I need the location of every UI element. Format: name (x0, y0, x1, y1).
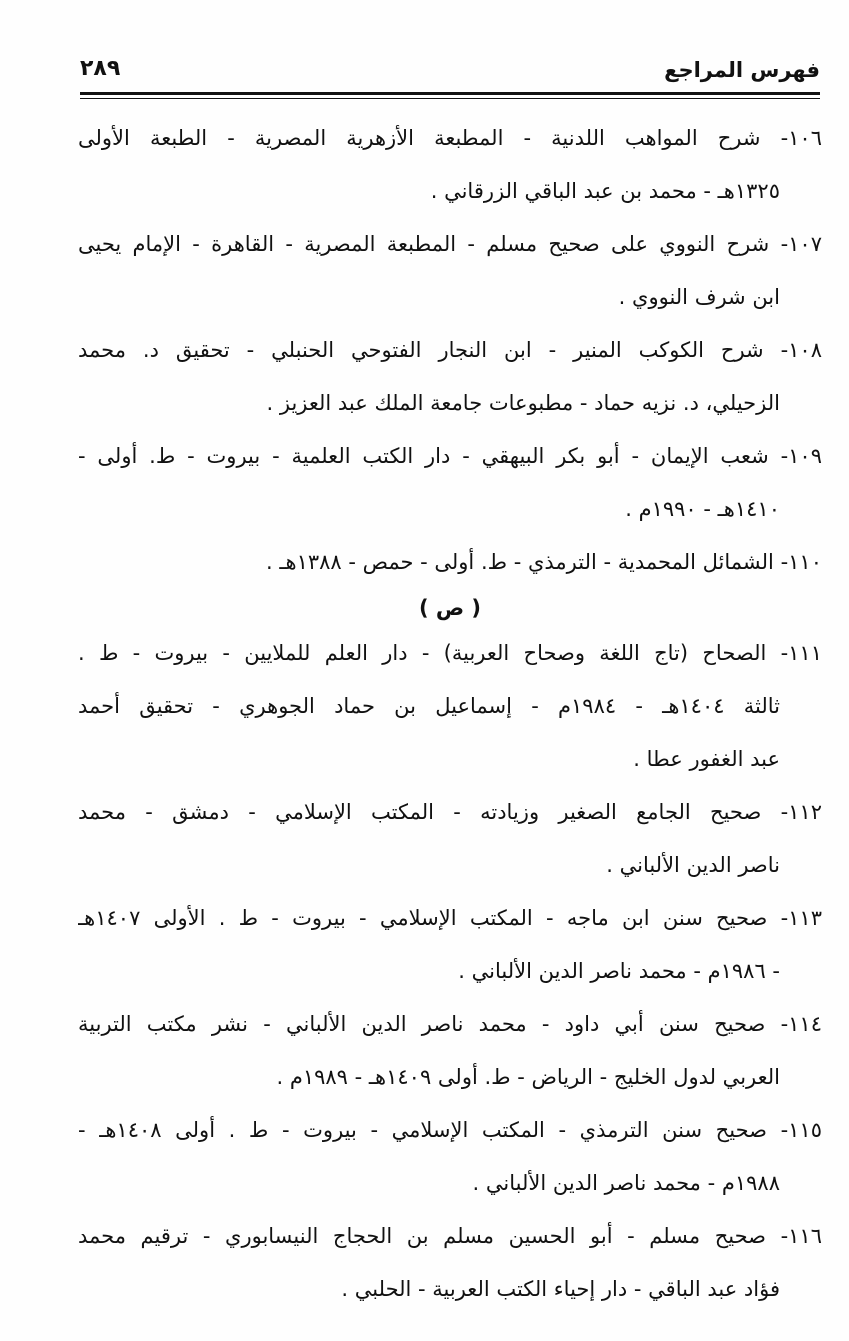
reference-entry-continuation-line: عبد الغفور عطا . (633, 747, 780, 771)
reference-entry-first-line: ١١١- الصحاح (تاج اللغة وصحاح العربية) - دار العلم للملايين - بيروت - ط . (78, 641, 822, 665)
reference-entry (78, 998, 822, 1104)
reference-entry-first-line: ١١٣- صحيح سنن ابن ماجه - المكتب الإسلامي - بيروت - ط . الأولى ١٤٠٧هـ (78, 906, 822, 930)
reference-entry (78, 430, 822, 536)
reference-entry-first-line: ١٠٨- شرح الكوكب المنير - ابن النجار الفتوحي الحنبلي - تحقيق د. محمد (78, 338, 822, 362)
header-rule-thick (80, 92, 820, 95)
reference-list (78, 112, 822, 1316)
reference-entry (78, 892, 822, 998)
header-rule-thin (80, 98, 820, 99)
reference-entry (78, 324, 822, 430)
reference-entry-first-line: ١١٠- الشمائل المحمدية - الترمذي - ط. أولى - حمص - ١٣٨٨هـ . (265, 550, 822, 574)
reference-entry-continuation-line: ١٣٢٥هـ - محمد بن عبد الباقي الزرقاني . (430, 179, 780, 203)
reference-entry (78, 786, 822, 892)
reference-group-before (78, 112, 822, 589)
running-title: فهرس المراجع (664, 58, 820, 82)
reference-entry-continuation-line: ١٩٨٨م - محمد ناصر الدين الألباني . (472, 1171, 780, 1195)
reference-entry-continuation-line: ناصر الدين الألباني . (606, 853, 780, 877)
reference-entry-continuation-line: الزحيلي، د. نزيه حماد - مطبوعات جامعة الملك عبد العزيز . (266, 391, 780, 415)
reference-entry-first-line: ١٠٦- شرح المواهب اللدنية - المطبعة الأزهرية المصرية - الطبعة الأولى (78, 126, 822, 150)
section-heading: ( ص ) (418, 596, 482, 620)
reference-entry-first-line: ١١٤- صحيح سنن أبي داود - محمد ناصر الدين الألباني - نشر مكتب التربية (78, 1012, 822, 1036)
reference-entry-continuation-line: فؤاد عبد الباقي - دار إحياء الكتب العربية - الحلبي . (341, 1277, 780, 1301)
reference-entry (78, 1210, 822, 1316)
reference-entry (78, 112, 822, 218)
reference-entry-first-line: ١١٥- صحيح سنن الترمذي - المكتب الإسلامي - بيروت - ط . أولى ١٤٠٨هـ - (78, 1118, 822, 1142)
reference-entry-continuation-line: ابن شرف النووي . (618, 285, 780, 309)
reference-entry-continuation-line: ثالثة ١٤٠٤هـ - ١٩٨٤م - إسماعيل بن حماد الجوهري - تحقيق أحمد (78, 694, 780, 718)
reference-entry-continuation-line: - ١٩٨٦م - محمد ناصر الدين الألباني . (458, 959, 780, 983)
page-header (80, 52, 820, 92)
reference-entry (78, 627, 822, 786)
page-number: ٢٨٩ (80, 56, 121, 81)
reference-group-after (78, 627, 822, 1316)
reference-entry-first-line: ١٠٩- شعب الإيمان - أبو بكر البيهقي - دار الكتب العلمية - بيروت - ط. أولى - (78, 444, 822, 468)
reference-entry-continuation-line: العربي لدول الخليج - الرياض - ط. أولى ١٤٠٩هـ - ١٩٨٩م . (276, 1065, 780, 1089)
reference-entry (78, 218, 822, 324)
reference-entry-continuation-line: ١٤١٠هـ - ١٩٩٠م . (625, 497, 780, 521)
reference-entry-first-line: ١١٦- صحيح مسلم - أبو الحسين مسلم بن الحجاج النيسابوري - ترقيم محمد (78, 1224, 822, 1248)
reference-entry-first-line: ١١٢- صحيح الجامع الصغير وزيادته - المكتب الإسلامي - دمشق - محمد (78, 800, 822, 824)
reference-entry (78, 536, 822, 589)
reference-entry-first-line: ١٠٧- شرح النووي على صحيح مسلم - المطبعة المصرية - القاهرة - الإمام يحيى (78, 232, 822, 256)
reference-entry (78, 1104, 822, 1210)
